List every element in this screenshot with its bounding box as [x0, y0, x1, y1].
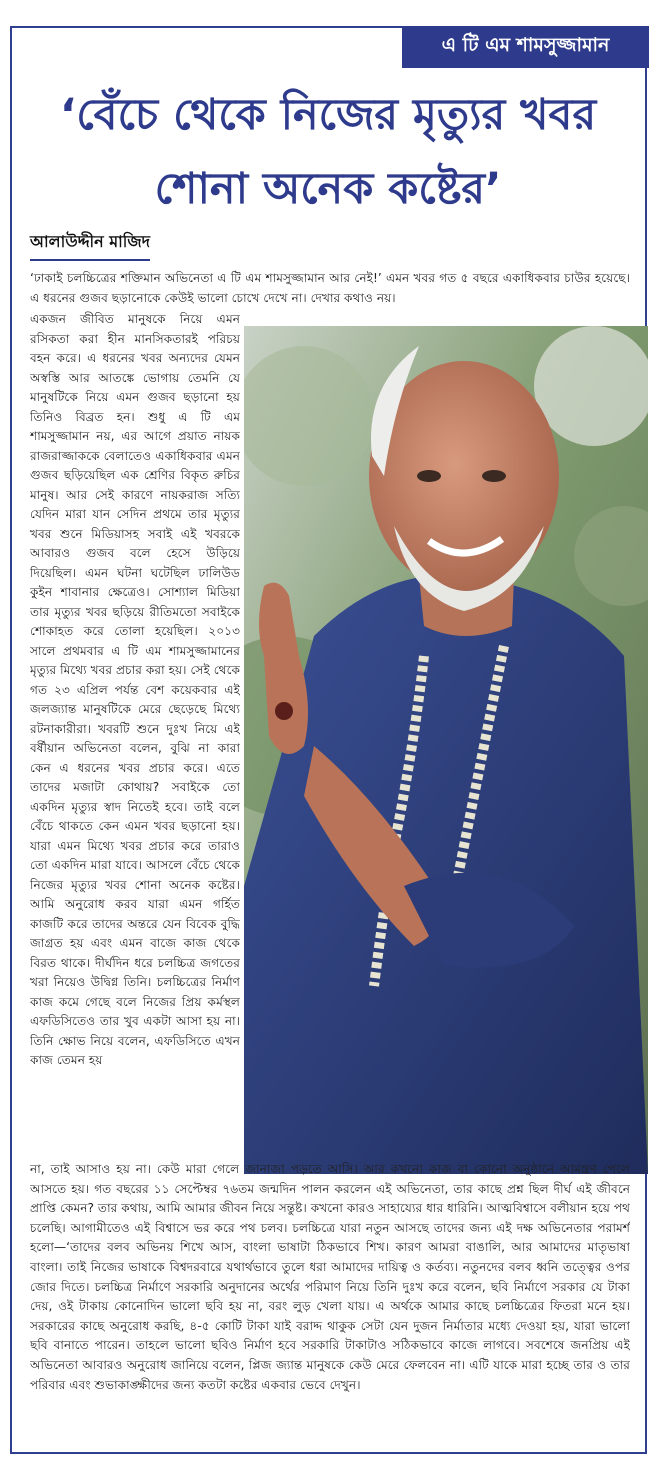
body-tail-paragraph: না, তাই আসাও হয় না। কেউ মারা গেলে জানাজা পড়তে আসি। আর কখনো কাজ বা কোনো অনুষ্ঠানে আমন্ত্রণ পেলে আসতে হয়। গত বছরের ১১ সেপ্টেম্বর ৭৬তম জন্মদিন পালন করলেন এই অভিনেতা, তার কাছে প্রশ্ন ছিল দীর্ঘ এই জীবনে প্রাপ্তি কেমন? তার কথায়, আমি আমার জীবন নিয়ে সন্তুষ্ট। কখনো কারও সাহায্যের ধার ধারিনি। আত্মবিশ্বাসে বলীয়ান হয়ে পথ চলেছি। আগামীতেও এই বিশ্বাসে ভর করে পথ চলব। চলচ্চিত্রে যারা নতুন আসছে তাদের জন্য এই দক্ষ অভিনেতার পরামর্শ হলো—‘তাদের বলব অভিনয় শিখে আস, বাংলা ভাষাটা ঠিকভাবে শিখ। কারণ আমরা বাঙালি, আর আমাদের মাতৃভাষা বাংলা। তাই নিজের ভাষাকে বিশ্বদরবারে যথার্থভাবে তুলে ধরা আমাদের দায়িত্ব ও কর্তব্য। নতুনদের বলব ধ্বনি তত্ত্বের ওপর জোর দিতে। চলচ্চিত্র নির্মাণে সরকারি অনুদানের অর্থের পরিমাণ নিয়ে তিনি দুঃখ করে বলেন, ছবি নির্মাণে সরকার যে টাকা দেয়, ওই টাকায় কোনোদিন ভালো ছবি হয় না, বরং লুড় খেলা যায়। এ অর্থকে আমার কাছে চলচ্চিত্রের ফিতরা মনে হয়। সরকারের কাছে অনুরোধ করছি, ৪-৫ কোটি টাকা যাই বরাদ্দ থাকুক সেটা যেন দুজন নির্মাতার মধ্যে দেওয়া হয়, যারা ভালো ছবি বানাতে পারেন। তাহলে ভালো ছবিও নির্মাণ হবে সরকারি টাকাটাও সঠিকভাবে কাজে লাগবে। সবশেষে জনপ্রিয় এই অভিনেতা আবারও অনুরোধ জানিয়ে বলেন, প্লিজ জ্যান্ত মানুষকে কেউ মেরে ফেলবেন না। এটি যাকে মারা হচ্ছে তার ও তার পরিবার এবং শুভাকাঙ্ক্ষীদের জন্য কতটা কষ্টের একবার ভেবে দেখুন।	[30, 1162, 630, 1392]
subject-name-tag: এ টি এম শামসুজ্জামান	[402, 26, 649, 68]
byline: আলাউদ্দীন মাজিদ	[30, 229, 150, 261]
body-column: একজন জীবিত মানুষকে নিয়ে এমন রসিকতা করা হীন মানসিকতারই পরিচয় বহন করে। এ ধরনের খবর অন্যদের যেমন অস্বস্তি আর আতঙ্কে ভোগায় তেমনি যে মানুষটিকে নিয়ে এমন গুজব ছড়ানো হয় তিনিও বিব্রত হন। শুধু এ টি এম শামসুজ্জামান নয়, এর আগে প্রয়াত নায়ক রাজরাজ্জাককে বেলাতেও একাধিকবার এমন গুজব ছড়িয়েছিল এক শ্রেণির বিকৃত রুচির মানুষ। আর সেই কারণে নায়করাজ সত্যি যেদিন মারা যান সেদিন প্রথমে তার মৃত্যুর খবর শুনে মিডিয়াসহ সবাই এই খবরকে আবারও গুজব বলে হেসে উড়িয়ে দিয়েছিল। এমন ঘটনা ঘটেছিল ঢালিউড কুইন শাবানার ক্ষেত্রেও। সোশ্যাল মিডিয়া তার মৃত্যুর খবর ছড়িয়ে রীতিমতো সবাইকে শোকাহত করে তোলা হয়েছিল। ২০১৩ সালে প্রথমবার এ টি এম শামসুজ্জামানের মৃত্যুর মিথ্যে খবর প্রচার করা হয়। সেই থেকে গত ২৩ এপ্রিল পর্যন্ত বেশ কয়েকবার এই জলজ্যান্ত মানুষটিকে মেরে ছেড়েছে মিথ্যে রটনাকারীরা। খবরটি শুনে দুঃখ নিয়ে এই বর্ষীয়ান অভিনেতা বলেন, বুঝি না কারা কেন এ ধরনের খবর প্রচার করে। এতে তাদের মজাটা কোথায়? সবাইকে তো একদিন মৃত্যুর স্বাদ নিতেই হবে। তাই বলে বেঁচে থাকতে কেন এমন খবর ছড়ানো হয়। যারা এমন মিথ্যে খবর প্রচার করে তারাও তো একদিন মারা যাবে। আসলে বেঁচে থেকে নিজের মৃত্যুর খবর শোনা অনেক কষ্টের। আমি অনুরোধ করব যারা এমন গর্হিত কাজটি করে তাদের অন্তরে যেন বিবেক বুদ্ধি জাগ্রত হয় এবং এমন বাজে কাজ থেকে বিরত থাকে। দীর্ঘদিন ধরে চলচ্চিত্র জগতের খরা নিয়েও উদ্বিগ্ন তিনি। চলচ্চিত্রের নির্মাণ কাজ কমে গেছে বলে নিজের প্রিয় কর্মস্থল এফডিসিতেও তার খুব একটা আসা হয় না। তিনি ক্ষোভ নিয়ে বলেন, এফডিসিতে এখন কাজ তেমন হয়	[30, 312, 240, 1067]
headline: ‘বেঁচে থেকে নিজের মৃত্যুর খবর শোনা অনেক কষ্টের’	[59, 90, 597, 214]
intro-paragraph: ‘ঢাকাই চলচ্চিত্রের শক্তিমান অভিনেতা এ টি এম শামসুজ্জামান আর নেই!’ এমন খবর গত ৫ বছরে একাধিকবার চাউর হয়েছে। এ ধরনের গুজব ছড়ানোকে কেউই ভালো চোখে দেখে না। দেখার কথাও নয়।	[30, 271, 630, 305]
portrait-photo	[244, 326, 648, 1174]
